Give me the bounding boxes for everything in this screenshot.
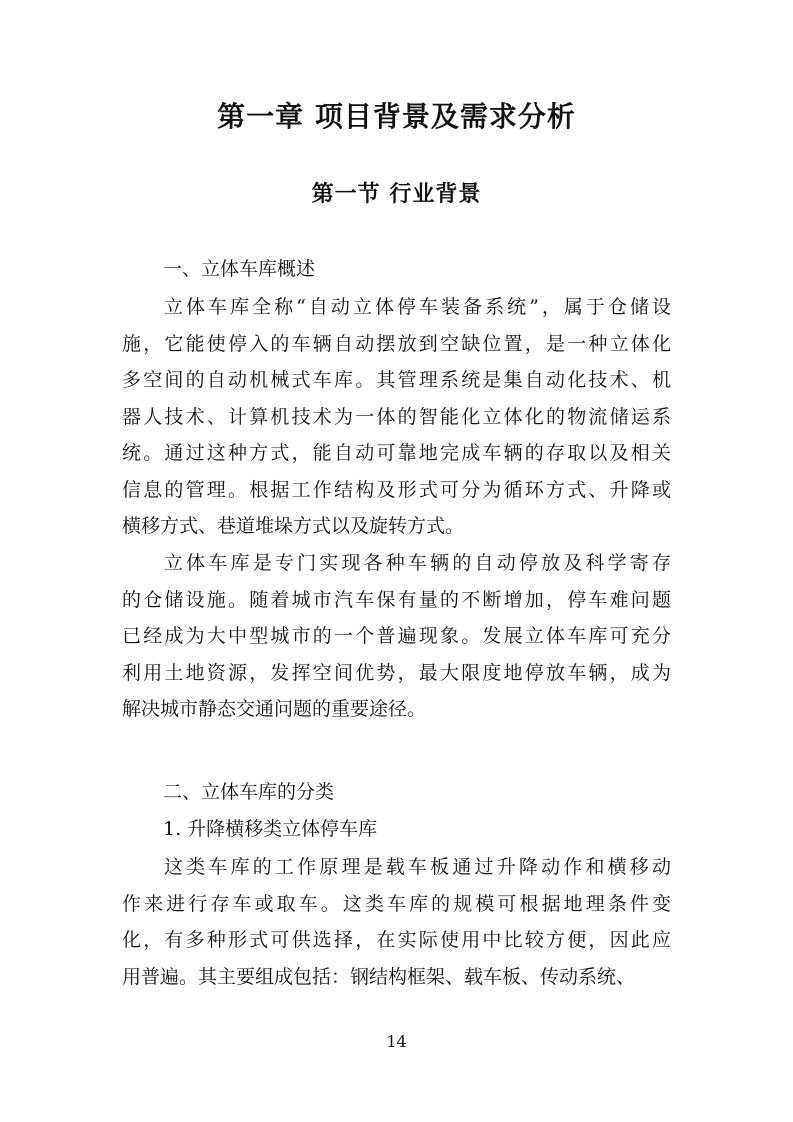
text-line: 信息的管理。根据工作结构及形式可分为循环方式、升降或 [122, 478, 671, 501]
text-line: 横移方式、巷道堆垛方式以及旋转方式。 [122, 515, 465, 537]
paragraph-overview-2 [122, 545, 671, 728]
paragraph-lift-shift [122, 849, 671, 995]
text-line: 利用土地资源，发挥空间优势，最大限度地停放车辆，成为 [122, 661, 671, 684]
paragraph-overview-1 [122, 289, 671, 545]
text-line: 用普遍。其主要组成包括：钢结构框架、载车板、传动系统、 [122, 965, 636, 988]
section-title: 第一节 行业背景 [311, 181, 482, 207]
text-line: 化，有多种形式可供选择，在实际使用中比较方便，因此应 [122, 929, 671, 951]
text-line: 多空间的自动机械式车库。其管理系统是集自动化技术、机 [122, 369, 671, 391]
text-line: 器人技术、计算机技术为一体的智能化立体化的物流储运系 [122, 405, 671, 428]
text-line: 已经成为大中型城市的一个普遍现象。发展立体车库可充分 [122, 625, 671, 647]
text-line: 施，它能使停入的车辆自动摆放到空缺位置，是一种立体化 [122, 332, 671, 355]
heading-classification: 二、立体车库的分类 [163, 781, 335, 803]
text-line: 的仓储设施。随着城市汽车保有量的不断增加，停车难问题 [122, 588, 671, 611]
text-line: 解决城市静态交通问题的重要途径。 [122, 698, 427, 720]
text-line: 立体车库全称“自动立体停车装备系统”，属于仓储设 [164, 296, 671, 318]
heading-overview: 一、立体车库概述 [163, 258, 316, 280]
subheading-lift-shift-garage: 1. 升降横移类立体停车库 [163, 818, 378, 840]
text-line: 这类车库的工作原理是载车板通过升降动作和横移动 [164, 856, 671, 878]
text-line: 作来进行存车或取车。这类车库的规模可根据地理条件变 [122, 892, 671, 915]
page-number: 14 [386, 1032, 407, 1051]
text-line: 立体车库是专门实现各种车辆的自动停放及科学寄存 [164, 552, 671, 574]
chapter-title: 第一章 项目背景及需求分析 [217, 100, 576, 133]
text-line: 统。通过这种方式，能自动可靠地完成车辆的存取以及相关 [122, 442, 671, 464]
